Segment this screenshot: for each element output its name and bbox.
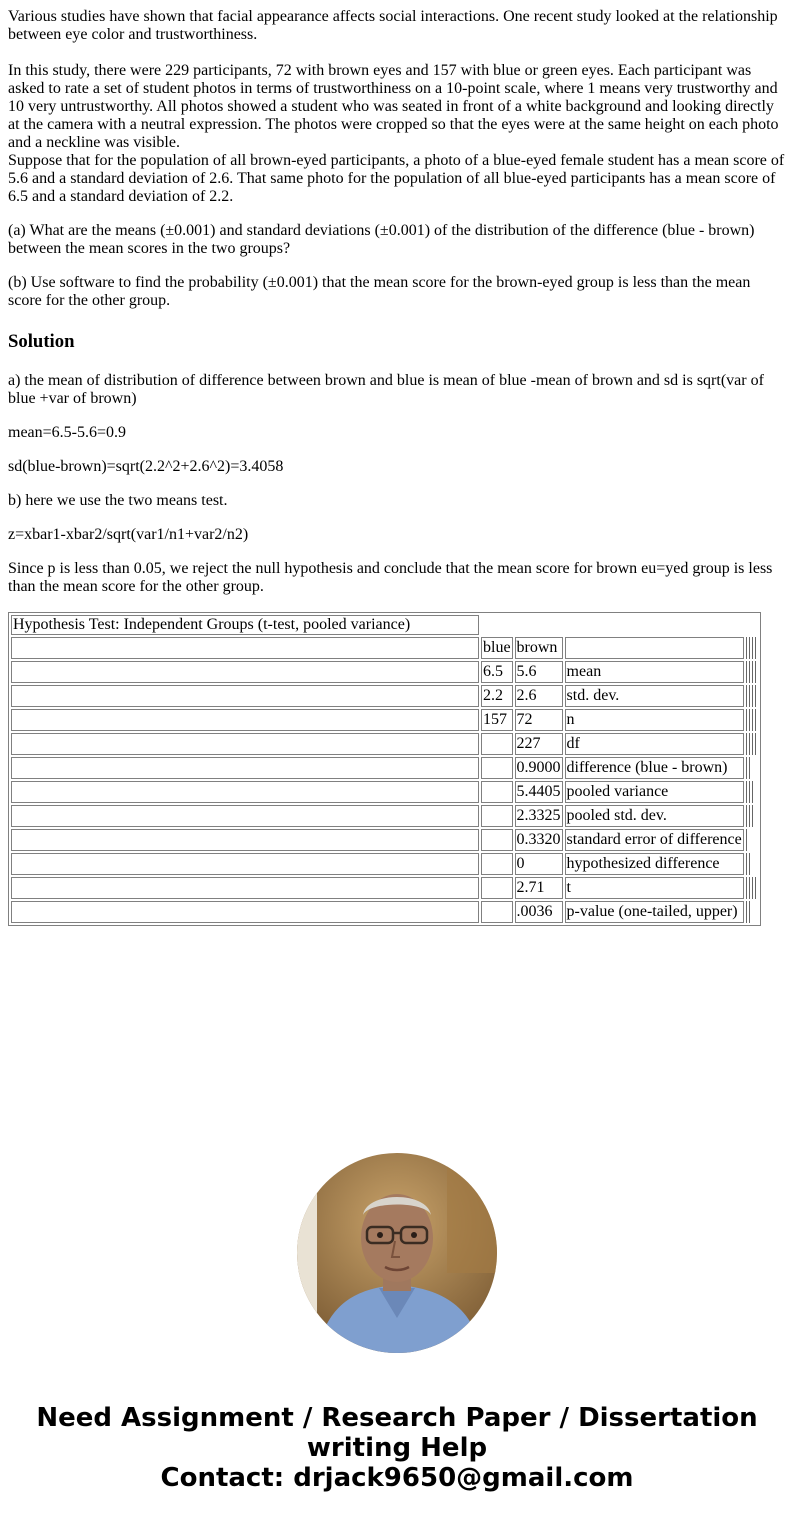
question-study: In this study, there were 229 participants, 72 with brown eyes and 157 with blue or green eyes. Each participant was asked to rate a set of student photos in terms of trustworthiness on a 10-point scale, where 1 means very trustworthy and 10 very untrustworthy. All photos showed a student who was seated in front of a white background and looking directly at the camera with a neutral expression. The photos were cropped so that the eyes were at the same height on each photo and a neckline was visible. bbox=[8, 62, 779, 151]
table-row: 2.2 2.6 std. dev. bbox=[11, 685, 758, 707]
author-photo bbox=[297, 1153, 497, 1353]
table-row: 5.4405 pooled variance bbox=[11, 781, 758, 803]
solution-line-4: b) here we use the two means test. bbox=[8, 492, 228, 509]
hypothesis-test-table bbox=[8, 612, 761, 926]
table-row: 0 hypothesized difference bbox=[11, 853, 758, 875]
header-blue: blue bbox=[481, 637, 513, 659]
solution-heading: Solution bbox=[8, 331, 75, 352]
solution-line-5: z=xbar1-xbar2/sqrt(var1/n1+var2/n2) bbox=[8, 526, 249, 543]
header-brown: brown bbox=[515, 637, 563, 659]
table-row: 0.9000 difference (blue - brown) bbox=[11, 757, 758, 779]
table-row: 2.3325 pooled std. dev. bbox=[11, 805, 758, 827]
document-content bbox=[8, 8, 786, 926]
table-title: Hypothesis Test: Independent Groups (t-test, pooled variance) bbox=[11, 615, 479, 635]
table-row: 227 df bbox=[11, 733, 758, 755]
question-intro: Various studies have shown that facial appearance affects social interactions. One recent study looked at the relationship between eye color and trustworthiness. bbox=[8, 8, 778, 43]
question-suppose: Suppose that for the population of all brown-eyed participants, a photo of a blue-eyed female student has a mean score of 5.6 and a standard deviation of 2.6. That same photo for the population of all blue-eyed participants has a mean score of 6.5 and a standard deviation of 2.2. bbox=[8, 152, 785, 205]
table-row: 6.5 5.6 mean bbox=[11, 661, 758, 683]
table-row: 157 72 n bbox=[11, 709, 758, 731]
table-row: .0036 p-value (one-tailed, upper) bbox=[11, 901, 758, 923]
question-part-b: (b) Use software to find the probability (±0.001) that the mean score for the brown-eyed group is less than the mean score for the other group. bbox=[8, 274, 751, 309]
table-row: 2.71 t bbox=[11, 877, 758, 899]
footer-line-2: writing Help bbox=[306, 1433, 488, 1463]
solution-line-6: Since p is less than 0.05, we reject the null hypothesis and conclude that the mean score for brown eu=yed group is less than the mean score for the other group. bbox=[8, 560, 773, 595]
table-row: 0.3320 standard error of difference bbox=[11, 829, 758, 851]
footer-advert bbox=[0, 1403, 794, 1493]
question-part-a: (a) What are the means (±0.001) and standard deviations (±0.001) of the distribution of the difference (blue - brown) between the mean scores in the two groups? bbox=[8, 222, 755, 257]
solution-line-2: mean=6.5-5.6=0.9 bbox=[8, 424, 127, 441]
solution-line-3: sd(blue-brown)=sqrt(2.2^2+2.6^2)=3.4058 bbox=[8, 458, 284, 475]
footer-line-1: Need Assignment / Research Paper / Dissertation bbox=[36, 1403, 758, 1433]
footer-contact: Contact: drjack9650@gmail.com bbox=[160, 1463, 634, 1493]
solution-line-1: a) the mean of distribution of difference between brown and blue is mean of blue -mean of brown and sd is sqrt(var of blue +var of brown) bbox=[8, 372, 764, 407]
author-portrait-image bbox=[297, 1153, 497, 1353]
